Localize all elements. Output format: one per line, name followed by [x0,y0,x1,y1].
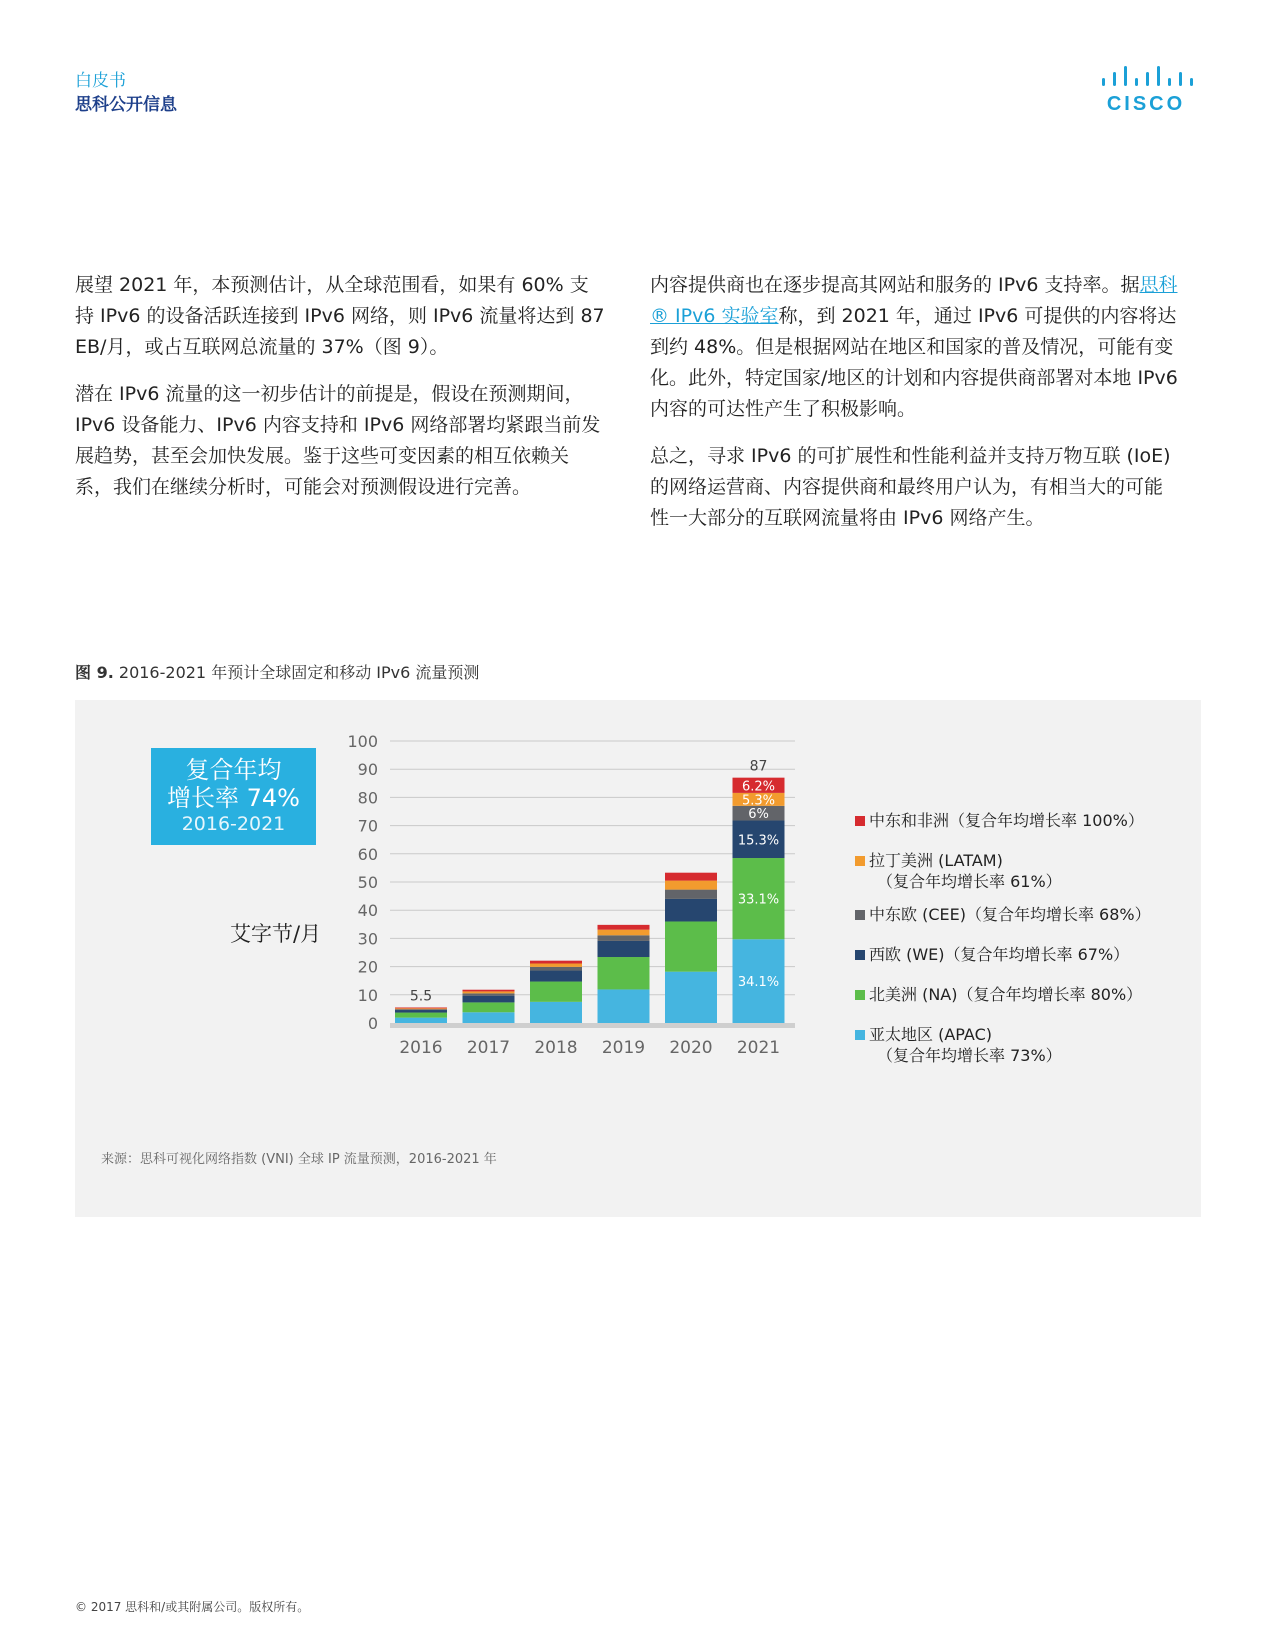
segment-label: 6.2% [741,779,776,795]
y-tick-label: 20 [357,957,378,977]
segment-label: 15.3% [737,833,780,849]
bar-segment [665,972,717,1023]
right-paragraph-2: 总之，寻求 IPv6 的可扩展性和性能利益并支持万物互联 (IoE) 的网络运营商、内容提供商和最终用户认为，有相当大的可能性一大部分的互联网流量将由 IPv6 网络产生。 [650,445,1171,529]
legend-note: （复合年均增长率 73%） [877,1046,1062,1065]
bar-segment [395,1007,447,1008]
figure-source: 来源：思科可视化网络指数 (VNI) 全球 IP 流量预测，2016-2021 年 [101,1152,497,1167]
bar-segment [395,1008,447,1009]
bar-segment [463,993,515,995]
x-tick-label: 2021 [736,1038,781,1058]
y-tick-label: 80 [357,788,378,808]
bar-segment [463,1002,515,1012]
legend-name: 北美洲 (NA) [869,985,958,1004]
x-axis-base [390,1023,795,1028]
bar-segment [665,873,717,881]
bar-segment [463,990,515,992]
legend-note: （复合年均增长率 80%） [957,985,1143,1004]
bar-segment [598,930,650,936]
legend-item [855,944,1151,965]
cagr-line1: 复合年均 [185,756,282,784]
bar-segment [530,967,582,971]
y-axis-unit: 艾字节/月 [230,922,322,946]
legend-item [855,984,1151,1005]
y-tick-label: 50 [357,873,378,892]
bar-segment [463,996,515,1003]
segment-label: 34.1% [737,975,780,991]
header-classification: 思科公开信息 [75,95,177,115]
header-doc-type: 白皮书 [75,71,126,91]
legend-swatch [855,990,865,1000]
cisco-logo-text: CISCO [1106,93,1186,115]
left-paragraph-1: 展望 2021 年，本预测估计，从全球范围看，如果有 60% 支持 IPv6 的设备活跃连接到 IPv6 网络，则 IPv6 流量将达到 87 EB/月，或占互联网总流量的 37%（图 9）。 [75,274,605,358]
cisco-ipv6-lab-link[interactable]: 思科® IPv6 实验室 [650,274,1178,327]
segment-label: 33.1% [737,892,780,908]
figure-label: 图 9. [75,663,114,682]
legend-note: （复合年均增长率 61%） [877,872,1062,891]
cisco-logo [1100,64,1200,116]
cagr-line2: 增长率 74% [167,784,300,812]
x-tick-label: 2016 [399,1038,443,1058]
bar-segment [598,957,650,989]
legend-swatch [855,816,865,826]
y-tick-label: 40 [357,901,378,921]
bar-segment [598,989,650,1023]
bar-segment [530,961,582,964]
total-label: 5.5 [409,988,433,1005]
legend-note: （复合年均增长率 68%） [965,905,1151,924]
legend-item [855,904,1151,925]
legend-note: （复合年均增长率 100%） [949,811,1144,830]
x-tick-label: 2019 [601,1038,646,1058]
right-p1-after: 称，到 2021 年，通过 IPv6 可提供的内容将达到约 48%。但是根据网站在地区和国家的普及情况，可能有变化。此外，特定国家/地区的计划和内容提供商部署对本地 IPv6 内容的可达性产生了积极影响。 [650,305,1178,420]
legend-name: 亚太地区 (APAC) [869,1025,992,1044]
bar-segment [463,991,515,993]
y-tick-label: 10 [357,985,378,1005]
footer-copyright: © 2017 思科和/或其附属公司。版权所有。 [75,1600,310,1614]
y-tick-label: 100 [347,732,378,751]
bar-segment [395,1018,447,1023]
legend-note: （复合年均增长率 67%） [944,945,1130,964]
chart-legend [855,810,1151,1078]
bar-segment [598,925,650,930]
legend-name: 西欧 (WE) [869,945,945,964]
right-p1-before: 内容提供商也在逐步提高其网站和服务的 IPv6 支持率。据 [650,274,1140,296]
legend-item [855,850,1151,892]
y-tick-label: 60 [357,844,378,864]
legend-swatch [855,856,865,866]
bar-segment [530,971,582,982]
bar-segment [395,1013,447,1018]
y-tick-label: 30 [357,929,378,949]
figure-panel [75,700,1201,1217]
left-column [75,270,605,519]
bar-segment [598,941,650,957]
bar-segment [395,1009,447,1010]
total-label: 87 [749,758,768,775]
right-paragraph-1 [650,270,1180,425]
segment-label: 6% [748,807,769,823]
y-tick-label: 0 [367,1014,378,1033]
stacked-bar-chart [75,700,835,1120]
bar-segment [530,1002,582,1023]
legend-swatch [855,950,865,960]
cagr-years: 2016-2021 [181,813,286,835]
bar-segment [530,963,582,966]
x-tick-label: 2018 [534,1038,578,1058]
bar-segment [598,935,650,941]
x-tick-label: 2017 [466,1038,511,1058]
figure-title: 2016-2021 年预计全球固定和移动 IPv6 流量预测 [118,663,480,682]
legend-item [855,1024,1151,1066]
right-column [650,270,1180,550]
legend-name: 中东欧 (CEE) [869,905,966,924]
legend-swatch [855,1030,865,1040]
legend-item [855,810,1151,831]
bar-segment [530,982,582,1002]
left-paragraph-2: 潜在 IPv6 流量的这一初步估计的前提是，假设在预测期间，IPv6 设备能力、IPv6 内容支持和 IPv6 网络部署均紧跟当前发展趋势，甚至会加快发展。鉴于这些可变因素的相互依赖关系，我们在继续分析时，可能会对预测假设进行完善。 [75,383,601,498]
bar-segment [395,1010,447,1013]
legend-swatch [855,910,865,920]
y-tick-label: 70 [357,816,378,836]
bar-segment [665,881,717,890]
x-tick-label: 2020 [669,1038,713,1058]
y-tick-label: 90 [357,760,378,780]
bar-segment [665,921,717,971]
bar-segment [665,899,717,922]
bar-segment [463,1012,515,1023]
legend-name: 拉丁美洲 (LATAM) [869,851,1003,870]
legend-name: 中东和非洲 [869,811,950,830]
figure-caption [75,660,479,683]
segment-label: 5.3% [741,793,776,809]
bar-segment [665,890,717,899]
